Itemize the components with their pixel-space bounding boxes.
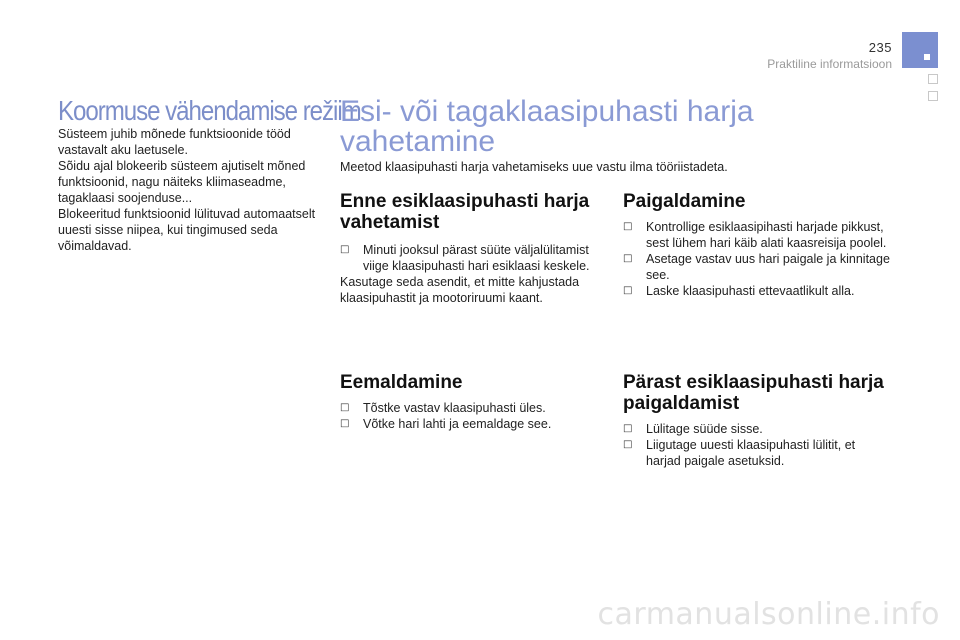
checkbox-icon: □ <box>340 244 350 255</box>
checkbox-icon: □ <box>340 418 350 429</box>
section-heading: Pärast esiklaasipuhasti harja paigaldamist <box>623 372 884 414</box>
chapter-tab-active[interactable] <box>902 32 938 68</box>
bullet-list <box>340 242 605 274</box>
section-install <box>623 191 893 299</box>
chapter-tab[interactable] <box>928 74 938 84</box>
section-heading: Eemaldamine <box>340 372 463 393</box>
checkbox-icon: □ <box>623 285 633 296</box>
list-item: □ Kontrollige esiklaasipihasti harjade pikkust, sest lühem hari käib alati kaasreisija poolel. <box>623 220 887 250</box>
checkbox-icon: □ <box>623 253 633 264</box>
list-item: □ Laske klaasipuhasti ettevaatlikult alla. <box>623 284 855 298</box>
page-title: Esi- või tagaklaasipuhasti harja vahetamine <box>340 95 754 158</box>
section-label: Praktiline informatsioon <box>767 57 892 71</box>
left-title: Koormuse vähendamise režiim <box>58 95 361 126</box>
left-paragraph: Sõidu ajal blokeerib süsteem ajutiselt mõned funktsioonid, nagu näiteks kliimaseadme, tagaklaasi soojenduse... <box>58 159 306 205</box>
chapter-tab[interactable] <box>928 91 938 101</box>
section-removal <box>340 372 605 432</box>
checkbox-icon: □ <box>340 402 350 413</box>
list-item: □ Võtke hari lahti ja eemaldage see. <box>340 417 552 431</box>
section-heading: Enne esiklaasipuhasti harja vahetamist <box>340 191 590 233</box>
intro-text: Meetod klaasipuhasti harja vahetamiseks uue vastu ilma tööriistadeta. <box>340 160 728 174</box>
list-item: □ Minuti jooksul pärast süüte väljalülitamist viige klaasipuhasti hari esiklaasi keskele. <box>340 243 590 273</box>
bullet-list <box>623 421 893 469</box>
checkbox-icon: □ <box>623 221 633 232</box>
list-item: □ Liigutage uuesti klaasipuhasti lülitit, et harjad paigale asetuksid. <box>623 438 856 468</box>
watermark: carmanualsonline.info <box>597 597 940 632</box>
bullet-list <box>340 400 605 432</box>
page-number: 235 <box>868 40 892 55</box>
list-item: □ Tõstke vastav klaasipuhasti üles. <box>340 401 546 415</box>
checkbox-icon: □ <box>623 423 633 434</box>
section-before <box>340 191 605 306</box>
section-heading: Paigaldamine <box>623 191 746 212</box>
left-paragraph: Süsteem juhib mõnede funktsioonide tööd vastavalt aku laetusele. <box>58 127 291 157</box>
bullet-list <box>623 219 893 299</box>
left-paragraph: Blokeeritud funktsioonid lülituvad automaatselt uuesti sisse niipea, kui tingimused seda võimaldavad. <box>58 207 316 253</box>
square-icon <box>924 54 930 60</box>
note-text: Kasutage seda asendit, et mitte kahjustada klaasipuhastit ja mootoriruumi kaant. <box>340 275 580 305</box>
list-item: □ Lülitage süüde sisse. <box>623 422 763 436</box>
checkbox-icon: □ <box>623 439 633 450</box>
main-header <box>340 97 780 175</box>
left-column <box>58 95 361 254</box>
section-after <box>623 372 893 469</box>
list-item: □ Asetage vastav uus hari paigale ja kinnitage see. <box>623 252 890 282</box>
